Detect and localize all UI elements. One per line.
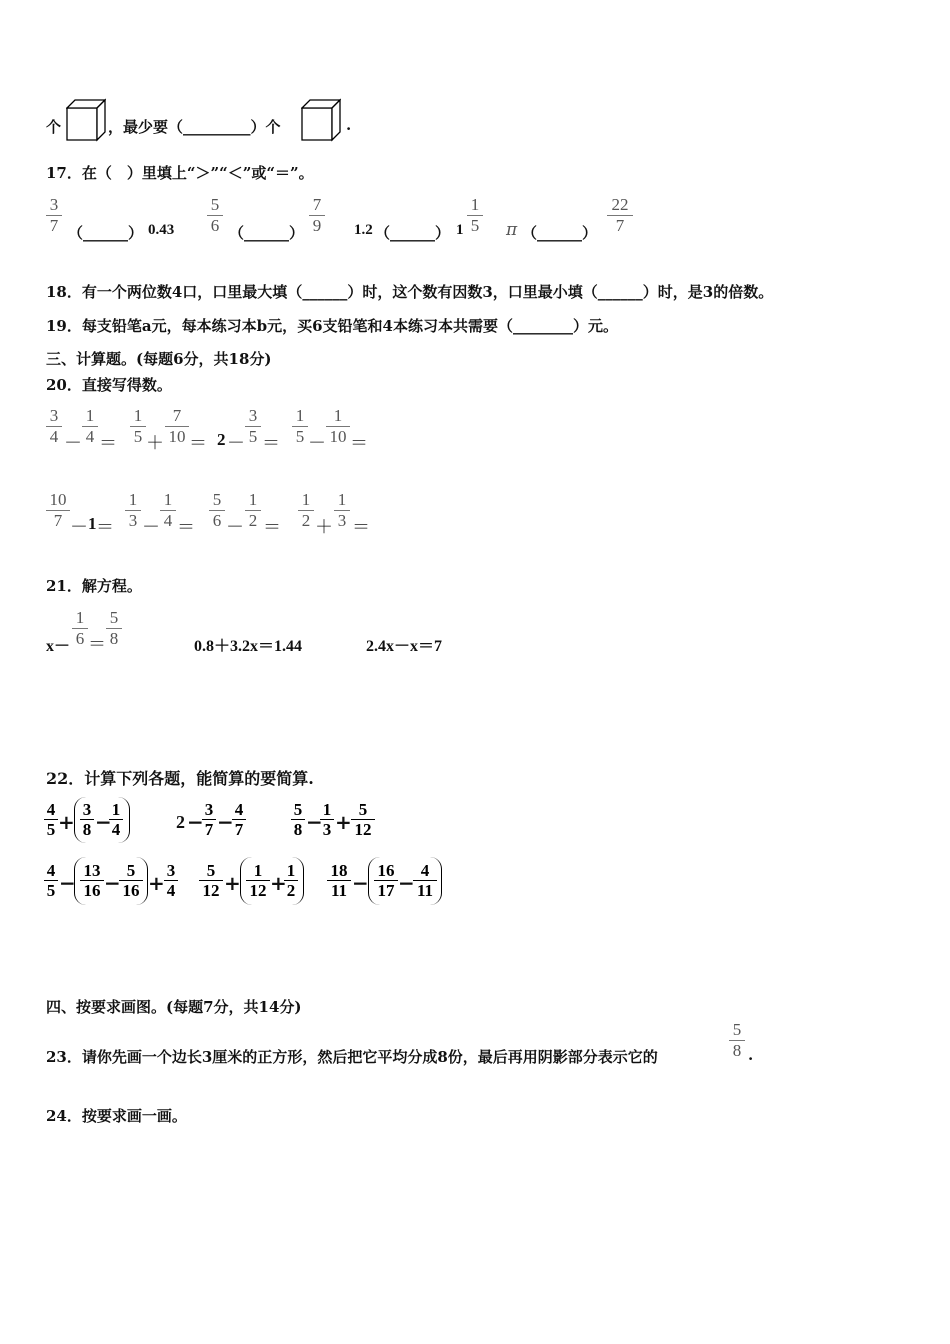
operator: － [64,433,82,454]
answer-blank[interactable]: （______） [522,224,598,242]
fraction: 1 3 [125,490,141,531]
fraction: 5 8 [291,800,305,839]
operator: － [227,433,245,454]
answer-blank[interactable]: （______） [375,224,451,242]
fraction: 5 8 [729,1020,745,1061]
operator: + [224,871,241,895]
operator: − [217,810,234,834]
whole-number: 2 [176,812,185,832]
q20-title: 20．直接写得数。 [46,376,172,394]
mixed-whole: 1 [456,222,464,238]
fraction: 1 2 [284,861,298,900]
fraction: 4 5 [44,800,58,839]
fraction: 5 6 [207,195,223,236]
cube-icon [66,98,106,142]
section-3-title: 三、计算题。(每题6分，共18分) [46,350,272,368]
fraction: 1 6 [72,608,88,649]
operator: − [95,810,112,834]
section-4-title: 四、按要求画图。(每题7分，共14分) [46,998,302,1016]
fraction: 4 7 [232,800,246,839]
fraction: 1 4 [109,800,123,839]
q16-end: . [346,116,352,134]
q16-mid: ，最少要（_________）个 [108,118,281,136]
equation-1-prefix: x－ [46,638,71,655]
fraction: 3 7 [46,195,62,236]
fraction: 1 3 [320,800,334,839]
q19-text: 19．每支铅笔a元，每本练习本b元，买6支铅笔和4本练习本共需要（________）元。 [46,317,618,335]
whole-number: 2 [217,430,226,449]
operator: + [335,810,352,834]
operator: − [187,810,204,834]
fraction: 3 8 [80,800,94,839]
q21-title: 21．解方程。 [46,577,142,595]
operator: ＋ [315,517,333,538]
equation-3: 2.4x－x＝7 [366,638,443,655]
operator: − [306,810,323,834]
fraction: 3 7 [202,800,216,839]
equals: ＝ [189,433,207,454]
fraction: 1 10 [326,406,350,447]
fraction: 1 2 [298,490,314,531]
equals: ＝ [99,433,117,454]
equation-2: 0.8＋3.2x＝1.44 [194,638,303,655]
fraction: 5 12 [351,800,375,839]
fraction: 5 8 [106,608,122,649]
fraction: 5 16 [119,861,143,900]
fraction: 1 4 [82,406,98,447]
fraction: 3 4 [164,861,178,900]
fraction: 7 10 [165,406,189,447]
q24-text: 24．按要求画一画。 [46,1107,187,1125]
q17-value: 1.2 [354,222,373,238]
q17-title: 17．在（ ）里填上“＞”“＜”或“＝”。 [46,164,314,182]
fraction: 1 5 [467,195,483,236]
fraction: 3 4 [46,406,62,447]
q23-end: . [748,1046,754,1064]
q16-pre: 个 [46,118,62,136]
operator: − [398,871,415,895]
fraction: 5 12 [199,861,223,900]
fraction: 1 5 [292,406,308,447]
operator: + [270,871,287,895]
fraction: 7 9 [309,195,325,236]
equals: ＝ [352,517,370,538]
fraction: 18 11 [327,861,351,900]
operator: － [226,517,244,538]
fraction: 10 7 [46,490,70,531]
whole-number: 1 [88,514,97,533]
fraction: 16 17 [374,861,398,900]
pi-symbol: π [506,220,518,240]
answer-blank[interactable]: （______） [68,224,144,242]
operator: － [142,517,160,538]
fraction: 4 5 [44,861,58,900]
operator: ＋ [146,433,164,454]
fraction: 1 4 [160,490,176,531]
equals: ＝ [88,634,106,655]
equals: ＝ [262,433,280,454]
fraction: 1 5 [130,406,146,447]
q22-title: 22．计算下列各题，能简算的要简算. [46,769,314,788]
fraction: 22 7 [607,195,633,236]
operator: + [148,871,165,895]
fraction: 1 2 [245,490,261,531]
q18-text: 18．有一个两位数4口，口里最大填（______）时，这个数有因数3，口里最小填（______）时，是3的倍数。 [46,283,774,301]
equals: ＝ [177,517,195,538]
fraction: 1 12 [246,861,270,900]
operator: − [59,871,76,895]
fraction: 1 3 [334,490,350,531]
operator: + [58,810,75,834]
fraction: 13 16 [80,861,104,900]
fraction: 4 11 [413,861,437,900]
q17-value: 0.43 [148,222,175,238]
operator: − [104,871,121,895]
equals: ＝ [263,517,281,538]
fraction: 5 6 [209,490,225,531]
q23-text: 23．请你先画一个边长3厘米的正方形，然后把它平均分成8份，最后再用阴影部分表示它的 [46,1048,658,1066]
answer-blank[interactable]: （______） [229,224,305,242]
operator: － [308,433,326,454]
operator: − [352,871,369,895]
equals: ＝ [350,433,368,454]
equals: ＝ [96,517,114,538]
fraction: 3 5 [245,406,261,447]
cube-icon [301,98,341,142]
operator: － [70,517,88,538]
